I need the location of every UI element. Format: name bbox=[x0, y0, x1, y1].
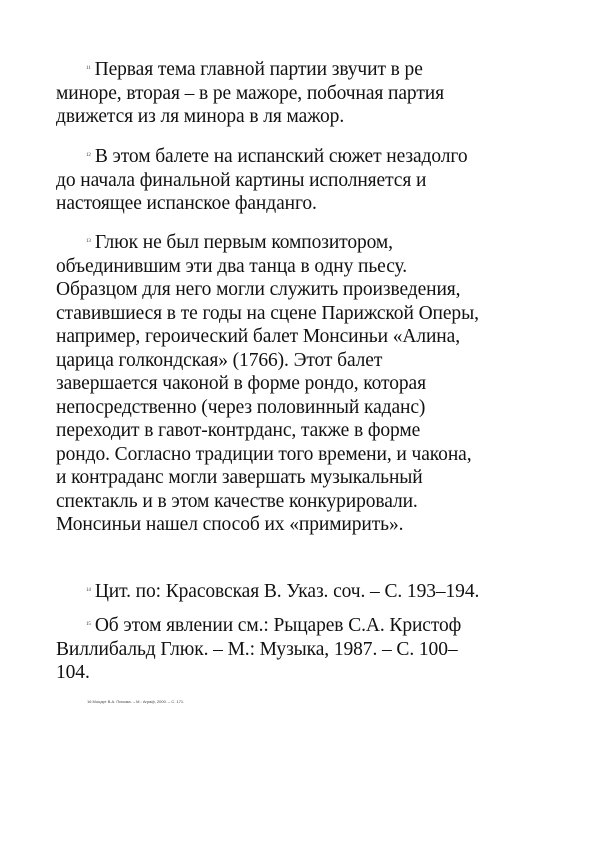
footnote-text-line: рондо. Согласно традиции того времени, и чакона, bbox=[56, 443, 472, 465]
tiny-footnote-16: 16 Моцарт В.А. Письма. – М.: Аграф, 2000. – С. 171. bbox=[87, 699, 185, 704]
footnote-text-line: настоящее испанское фанданго. bbox=[56, 193, 317, 214]
footnote-marker: 12 bbox=[86, 153, 91, 158]
footnote-text-line: Цит. по: Красовская В. Указ. соч. – С. 193–194. bbox=[94, 581, 480, 602]
footnote-text-line: переходит в гавот-контрданс, также в форме bbox=[56, 420, 421, 441]
footnote-text-line: и контраданс могли завершать музыкальный bbox=[56, 467, 423, 488]
footnote-text-line: Виллибальд Глюк. – М.: Музыка, 1987. – С. 100– bbox=[56, 638, 458, 660]
footnote-12 bbox=[56, 145, 546, 216]
footnote-text-line: Монсиньи нашел способ их «примирить». bbox=[56, 514, 404, 535]
footnote-text-line: ставившиеся в те годы на сцене Парижской Оперы, bbox=[56, 302, 479, 324]
footnote-text-line: спектакль и в этом качестве конкурировали. bbox=[56, 490, 418, 512]
footnote-text-line: Образцом для него могли служить произведения, bbox=[56, 279, 461, 300]
footnote-text-line: Об этом явлении см.: Рыцарев С.А. Кристоф bbox=[94, 615, 462, 636]
footnote-text-line: В этом балете на испанский сюжет незадолго bbox=[94, 146, 468, 167]
footnote-14 bbox=[56, 580, 546, 604]
footnote-11 bbox=[56, 58, 546, 129]
footnote-text-line: Глюк не был первым композитором, bbox=[94, 232, 393, 253]
footnote-marker: 11 bbox=[86, 66, 91, 71]
footnote-text-line: царица голкондская» (1766). Этот балет bbox=[56, 349, 383, 371]
footnote-13 bbox=[56, 231, 546, 537]
footnote-text-line: движется из ля минора в ля мажор. bbox=[56, 106, 345, 127]
footnote-text-line: до начала финальной картины исполняется и bbox=[56, 169, 427, 191]
footnote-text-line: например, героический балет Монсиньи «Алина, bbox=[56, 326, 460, 347]
footnote-15 bbox=[56, 614, 546, 685]
footnote-text-line: объединившим эти два танца в одну пьесу. bbox=[56, 255, 407, 277]
footnote-text-line: Первая тема главной партии звучит в ре bbox=[94, 59, 423, 80]
footnote-text-line: непосредственно (через половинный каданс) bbox=[56, 396, 426, 418]
footnote-text-line: завершается чаконой в форме рондо, которая bbox=[56, 373, 426, 394]
footnote-marker: 13 bbox=[86, 239, 91, 244]
footnote-text-line: миноре, вторая – в ре мажоре, побочная партия bbox=[56, 82, 444, 104]
footnote-marker: 14 bbox=[86, 588, 91, 593]
footnote-text-line: 104. bbox=[56, 662, 90, 683]
footnote-marker: 15 bbox=[86, 622, 91, 627]
